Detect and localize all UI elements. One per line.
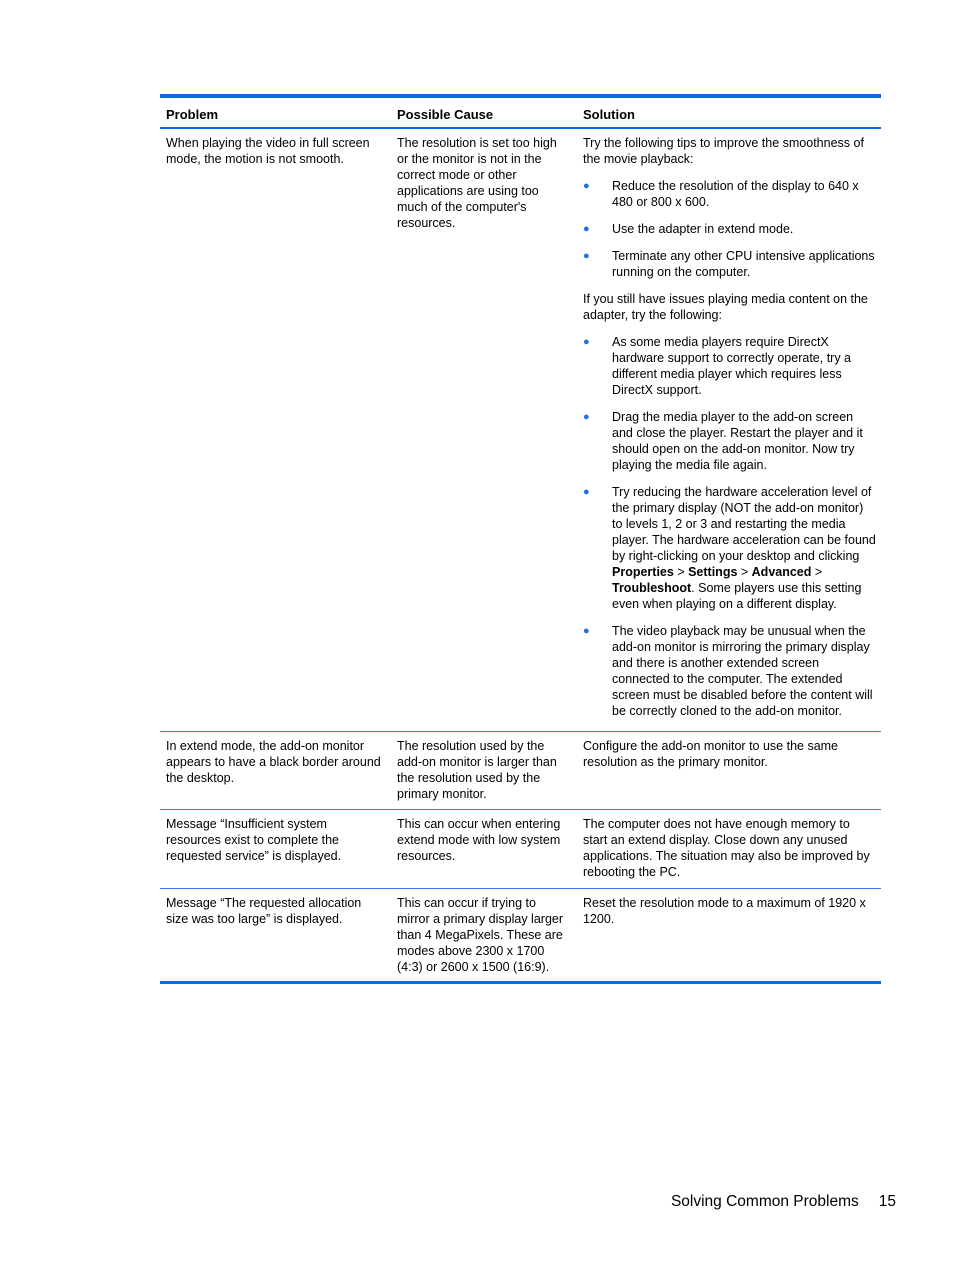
- header-possible-cause: Possible Cause: [397, 107, 494, 122]
- table-row: [160, 810, 881, 889]
- solution-intro: Try the following tips to improve the smoothness of the movie playback:: [583, 136, 864, 166]
- list-item: [583, 623, 877, 719]
- solution-cell: Configure the add-on monitor to use the same resolution as the primary monitor.: [583, 739, 839, 769]
- menu-path-troubleshoot: Troubleshoot: [612, 581, 692, 595]
- page-number: 15: [878, 1193, 896, 1210]
- bullet-icon: ●: [583, 625, 590, 637]
- list-item-text: Drag the media player to the add-on screen and close the player. Restart the player and it should open on the add-on monitor. Now try playing the media file again.: [612, 410, 863, 472]
- header-problem: Problem: [166, 107, 219, 122]
- menu-path-settings: Settings: [688, 565, 738, 579]
- path-separator: >: [811, 565, 823, 579]
- list-item-text: The video playback may be unusual when the add-on monitor is mirroring the primary display and there is another extended screen connected to the computer. The extended screen must be disabled before the content will be correctly cloned to the add-on monitor.: [612, 624, 873, 718]
- solution-cell: The computer does not have enough memory to start an extend display. Close down any unused applications. The situation may also be improved by rebooting the PC.: [583, 817, 870, 879]
- bullet-icon: ●: [583, 223, 590, 235]
- list-item-text: As some media players require DirectX hardware support to correctly operate, try a different media player which requires less DirectX support.: [612, 335, 852, 397]
- bullet-icon: ●: [583, 180, 590, 192]
- table-row: [160, 732, 881, 810]
- hw-text-a: Try reducing the hardware acceleration level of the primary display (NOT the add-on monitor) to levels 1, 2 or 3 and restarting the media player. The hardware acceleration can be found by right-clicking on your desktop and clicking: [612, 485, 876, 563]
- list-item: [583, 334, 877, 398]
- bullet-icon: ●: [583, 411, 590, 423]
- troubleshooting-table: [160, 94, 881, 984]
- solution-cell: Reset the resolution mode to a maximum of 1920 x 1200.: [583, 896, 866, 926]
- problem-cell: Message “The requested allocation size was too large” is displayed.: [166, 896, 362, 926]
- page-footer: [671, 1192, 896, 1212]
- bullet-icon: ●: [583, 486, 590, 498]
- problem-cell: Message “Insufficient system resources exist to complete the requested service” is displayed.: [166, 817, 342, 863]
- cause-cell: This can occur if trying to mirror a primary display larger than 4 MegaPixels. These are modes above 2300 x 1700 (4:3) or 2600 x 1500 (16:9).: [397, 896, 564, 974]
- list-item-text: Use the adapter in extend mode.: [612, 222, 794, 236]
- solution-followup: If you still have issues playing media content on the adapter, try the following:: [583, 292, 868, 322]
- problem-cell: In extend mode, the add-on monitor appears to have a black border around the desktop.: [166, 739, 381, 785]
- solution-cell: [577, 129, 881, 731]
- cause-cell: This can occur when entering extend mode with low system resources.: [397, 817, 561, 863]
- hw-text-b: . Some players use this setting even when playing on a different display.: [612, 581, 862, 611]
- list-item: [583, 221, 877, 237]
- list-item: [583, 178, 877, 210]
- cause-cell: The resolution used by the add-on monitor is larger than the resolution used by the primary monitor.: [397, 739, 557, 801]
- list-item-text: Reduce the resolution of the display to 640 x 480 or 800 x 600.: [612, 179, 859, 209]
- bullet-icon: ●: [583, 250, 590, 262]
- problem-cell: When playing the video in full screen mode, the motion is not smooth.: [166, 136, 370, 166]
- table-row: [160, 889, 881, 981]
- list-item: [583, 409, 877, 473]
- footer-section-title: Solving Common Problems: [670, 1193, 859, 1210]
- path-separator: >: [673, 565, 689, 579]
- list-item: [583, 484, 877, 612]
- list-item-text: [612, 484, 877, 612]
- cause-cell: The resolution is set too high or the monitor is not in the correct mode or other applications are using too much of the computer's resources.: [397, 136, 557, 230]
- menu-path-advanced: Advanced: [751, 565, 812, 579]
- table-row: [160, 129, 881, 732]
- table-header: [160, 98, 881, 129]
- list-item: [583, 248, 877, 280]
- path-separator: >: [737, 565, 752, 579]
- list-item-text: Terminate any other CPU intensive applications running on the computer.: [612, 249, 875, 279]
- bullet-icon: ●: [583, 336, 590, 348]
- header-solution: Solution: [583, 107, 635, 122]
- menu-path-properties: Properties: [612, 565, 674, 579]
